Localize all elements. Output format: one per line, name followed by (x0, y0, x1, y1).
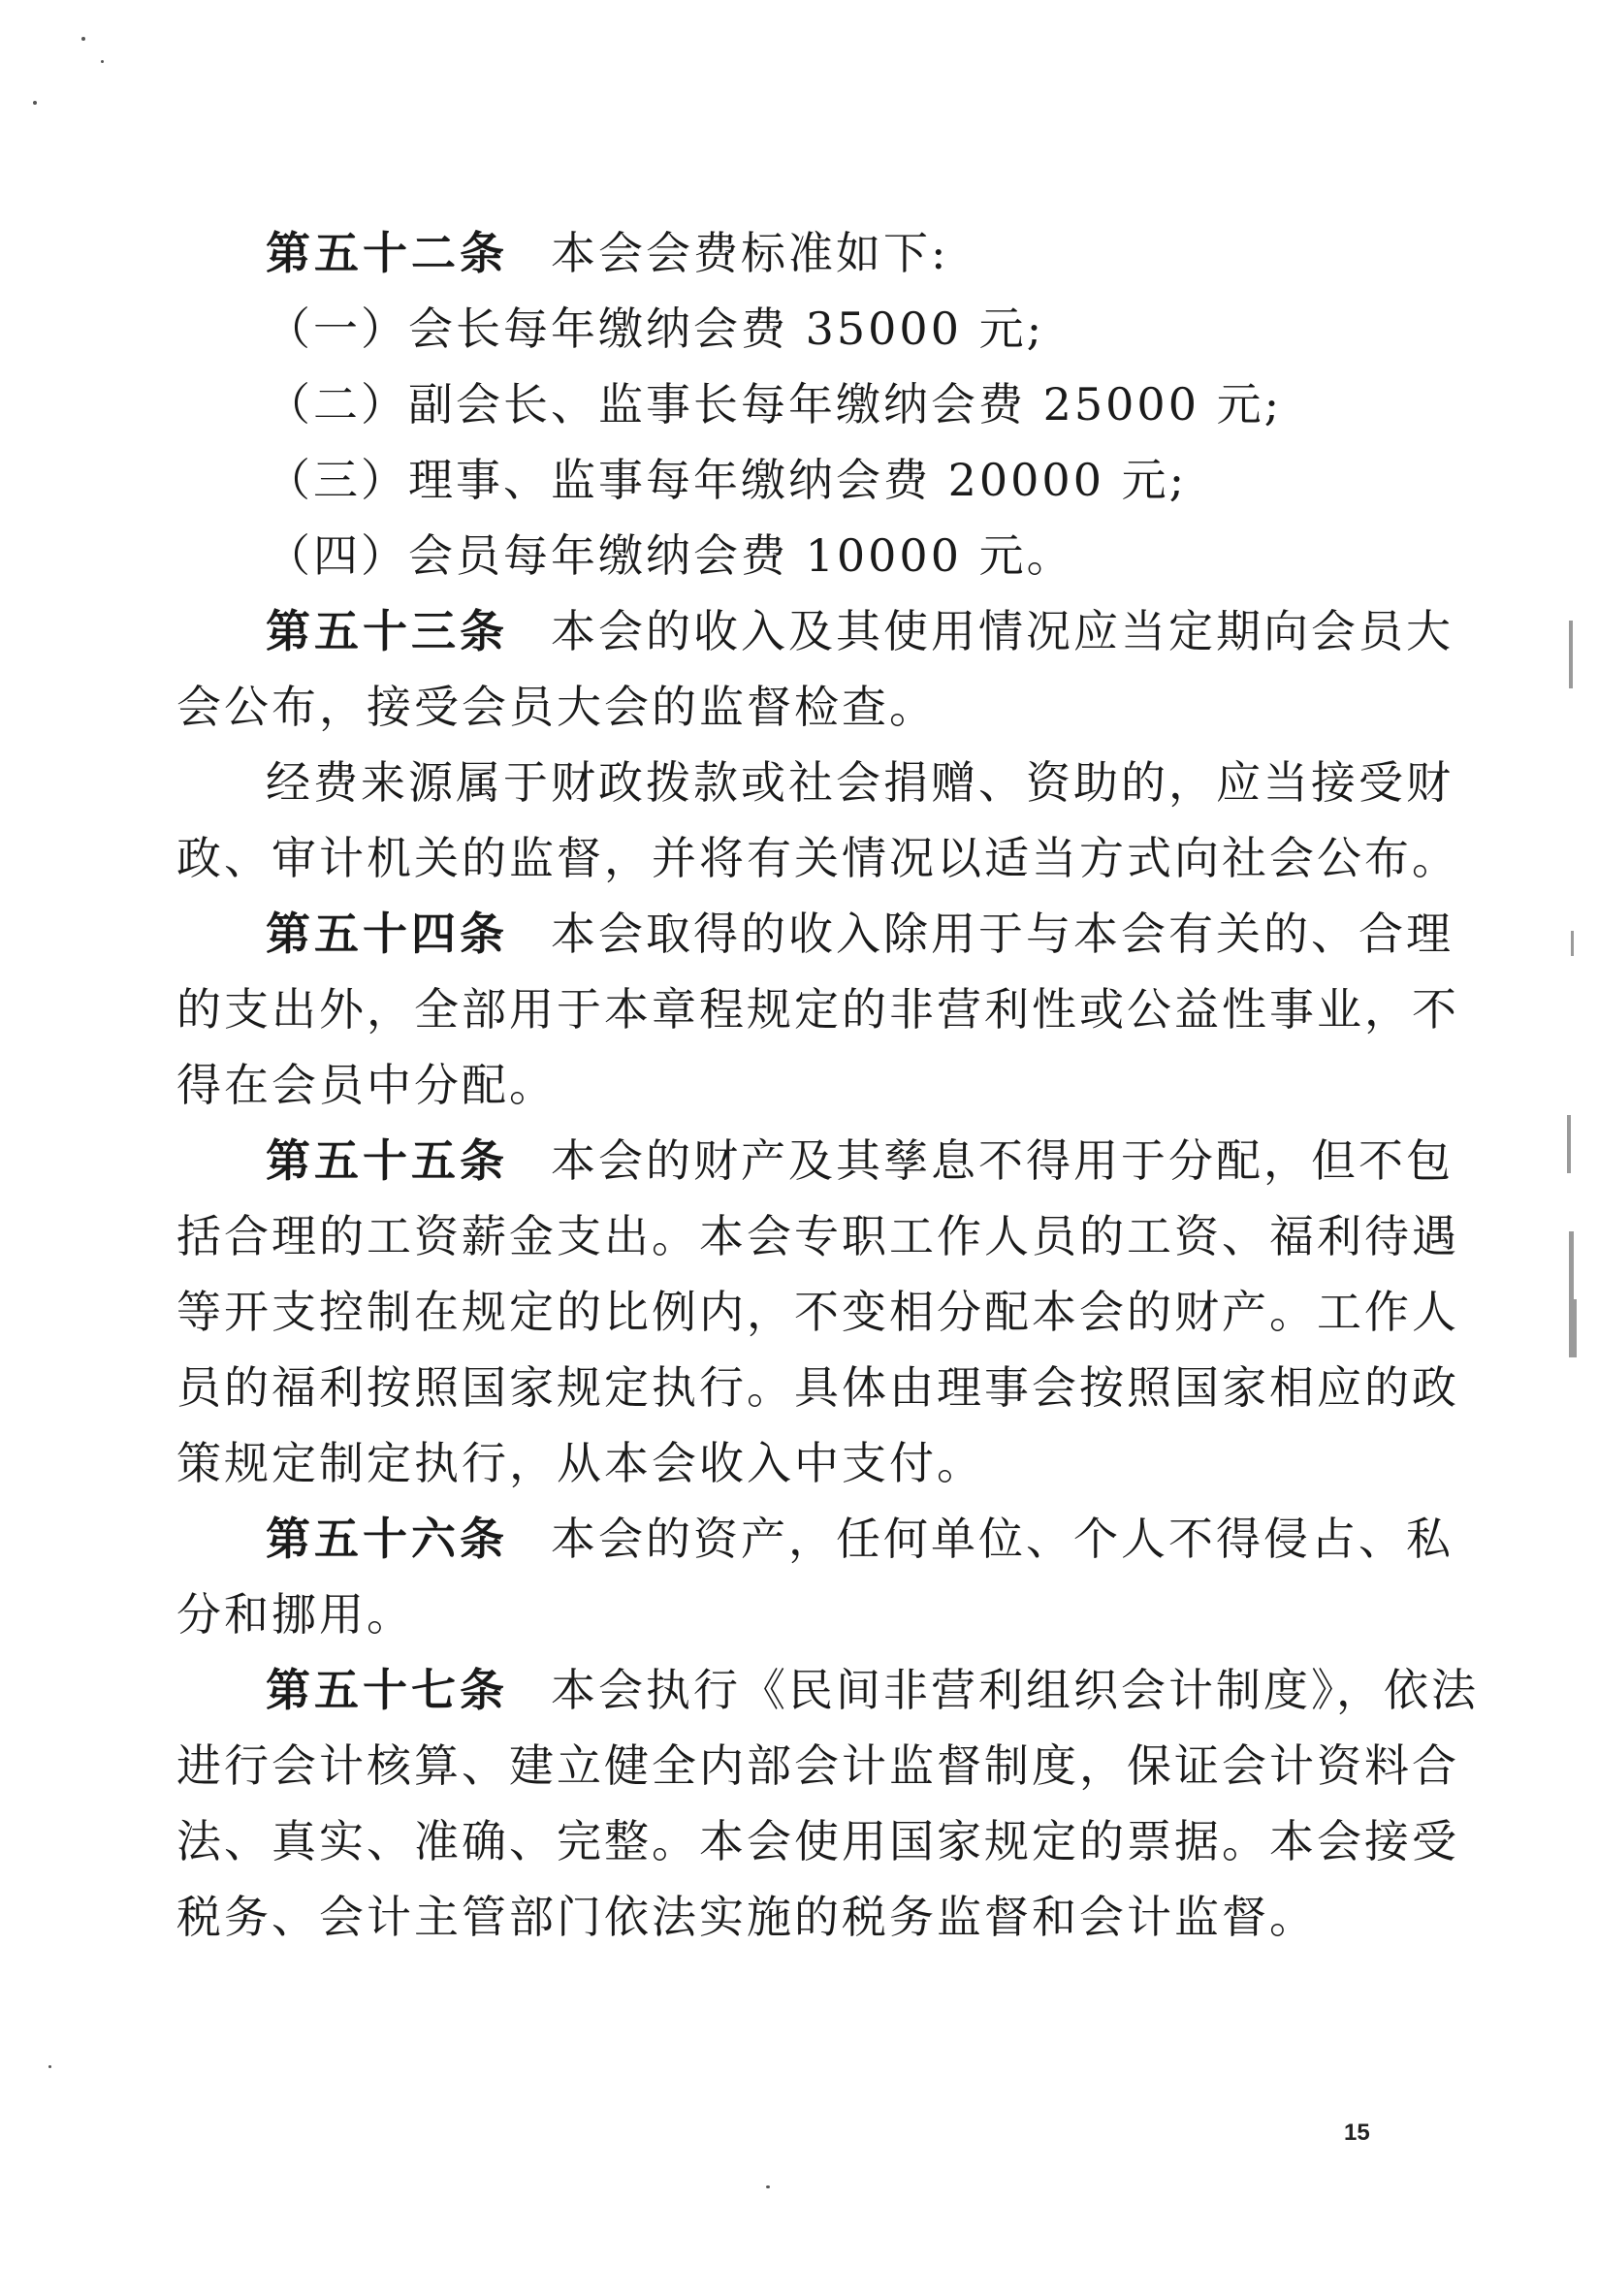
article-55-line-3: 等开支控制在规定的比例内，不变相分配本会的财产。工作人 (176, 1286, 1459, 1338)
scan-speck (33, 101, 37, 105)
scan-speck (48, 2065, 51, 2068)
article-55-line-1 (176, 1123, 1454, 1198)
document-body (176, 215, 1479, 1955)
article-54-line-1 (176, 896, 1454, 972)
edge-mark (1569, 1299, 1577, 1357)
article-53-heading: 第五十三条 (266, 605, 508, 657)
article-52-text: 本会会费标准如下: (551, 227, 949, 279)
article-53-text: 本会的收入及其使用情况应当定期向会员大 (551, 605, 1454, 657)
article-57-text: 本会执行《民间非营利组织会计制度》，依法 (551, 1664, 1479, 1716)
article-55-line-5: 策规定制定执行，从本会收入中支付。 (176, 1437, 984, 1489)
fee-item-2: （二）副会长、监事长每年缴纳会费 25000 元; (266, 378, 1283, 430)
article-55-heading: 第五十五条 (266, 1134, 508, 1187)
article-53-line-1 (176, 593, 1454, 669)
article-56-heading: 第五十六条 (266, 1513, 508, 1565)
fee-item-4: （四）会员每年缴纳会费 10000 元。 (266, 529, 1074, 582)
edge-mark (1571, 931, 1574, 956)
article-57-line-4: 税务、会计主管部门依法实施的税务监督和会计监督。 (176, 1891, 1317, 1943)
article-57-line-1 (176, 1652, 1479, 1728)
article-56-line-1 (176, 1501, 1454, 1577)
page-number: 15 (1344, 2120, 1370, 2146)
edge-mark (1567, 1115, 1571, 1173)
article-54-line-2: 的支出外，全部用于本章程规定的非营利性或公益性事业，不 (176, 983, 1459, 1036)
article-54-heading: 第五十四条 (266, 908, 508, 960)
article-53-para2-line-2: 政、审计机关的监督，并将有关情况以适当方式向社会公布。 (176, 832, 1459, 884)
article-57-line-2: 进行会计核算、建立健全内部会计监督制度，保证会计资料合 (176, 1739, 1459, 1792)
article-53-para2-line-1: 经费来源属于财政拨款或社会捐赠、资助的，应当接受财 (266, 756, 1454, 809)
scan-speck (81, 37, 85, 41)
article-54-line-3: 得在会员中分配。 (176, 1059, 557, 1111)
fee-item-3: （三）理事、监事每年缴纳会费 20000 元; (266, 454, 1188, 506)
article-56-text: 本会的资产，任何单位、个人不得侵占、私 (551, 1513, 1454, 1565)
article-57-heading: 第五十七条 (266, 1664, 508, 1716)
scan-speck (101, 60, 104, 63)
article-56-line-2: 分和挪用。 (176, 1588, 414, 1641)
article-55-line-4: 员的福利按照国家规定执行。具体由理事会按照国家相应的政 (176, 1361, 1459, 1414)
scan-speck (766, 2185, 770, 2188)
article-55-text: 本会的财产及其孳息不得用于分配，但不包 (551, 1134, 1454, 1187)
article-55-line-2: 括合理的工资薪金支出。本会专职工作人员的工资、福利待遇 (176, 1210, 1459, 1262)
article-52-line-1 (176, 215, 1369, 291)
edge-mark (1569, 621, 1573, 688)
fee-item-1: （一）会长每年缴纳会费 35000 元; (266, 303, 1045, 355)
article-53-line-2: 会公布，接受会员大会的监督检查。 (176, 681, 937, 733)
article-52-heading: 第五十二条 (266, 227, 508, 279)
article-57-line-3: 法、真实、准确、完整。本会使用国家规定的票据。本会接受 (176, 1815, 1459, 1867)
article-54-text: 本会取得的收入除用于与本会有关的、合理 (551, 908, 1454, 960)
